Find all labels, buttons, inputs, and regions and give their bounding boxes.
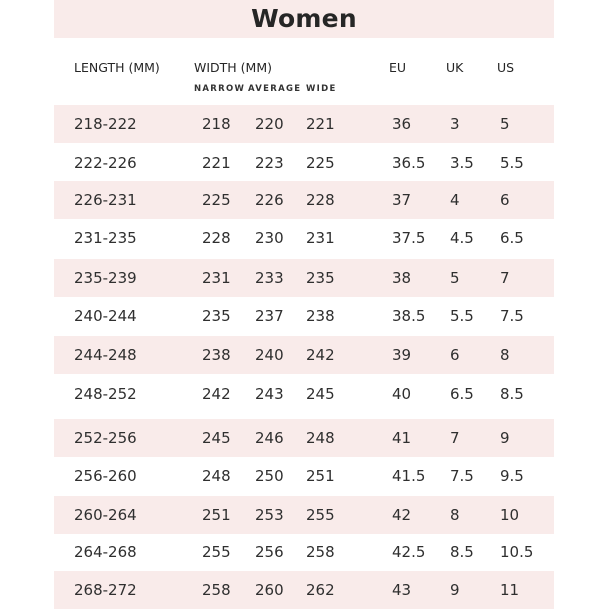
cell-average: 233: [255, 269, 284, 287]
table-row: [54, 457, 554, 495]
cell-average: 230: [255, 229, 284, 247]
cell-length: 244-248: [74, 346, 137, 364]
cell-length: 260-264: [74, 506, 137, 524]
header-us: US: [497, 60, 515, 75]
cell-average: 240: [255, 346, 284, 364]
header-uk: UK: [446, 60, 464, 75]
cell-eu: 36: [392, 115, 412, 133]
cell-uk: 5: [450, 269, 460, 287]
cell-narrow: 251: [202, 506, 231, 524]
cell-narrow: 248: [202, 467, 231, 485]
table-row: [54, 571, 554, 609]
cell-us: 5: [500, 115, 510, 133]
table-row: [54, 496, 554, 534]
cell-average: 256: [255, 543, 284, 561]
cell-us: 8: [500, 346, 510, 364]
cell-wide: 258: [306, 543, 335, 561]
cell-wide: 231: [306, 229, 335, 247]
cell-us: 7.5: [500, 307, 524, 325]
cell-wide: 248: [306, 429, 335, 447]
subheader-wide: WIDE: [306, 84, 337, 94]
cell-us: 11: [500, 581, 520, 599]
cell-length: 226-231: [74, 191, 137, 209]
cell-us: 9.5: [500, 467, 524, 485]
cell-narrow: 221: [202, 154, 231, 172]
cell-length: 240-244: [74, 307, 137, 325]
subheader-narrow: NARROW: [194, 84, 246, 94]
cell-eu: 38.5: [392, 307, 426, 325]
cell-uk: 8: [450, 506, 460, 524]
cell-wide: 255: [306, 506, 335, 524]
cell-narrow: 218: [202, 115, 231, 133]
cell-uk: 6.5: [450, 385, 474, 403]
cell-wide: 225: [306, 154, 335, 172]
cell-narrow: 228: [202, 229, 231, 247]
cell-wide: 228: [306, 191, 335, 209]
table-row: [54, 105, 554, 143]
cell-eu: 37.5: [392, 229, 426, 247]
cell-average: 260: [255, 581, 284, 599]
cell-uk: 3.5: [450, 154, 474, 172]
cell-length: 264-268: [74, 543, 137, 561]
cell-wide: 262: [306, 581, 335, 599]
cell-wide: 245: [306, 385, 335, 403]
header-eu: EU: [389, 60, 407, 75]
cell-wide: 221: [306, 115, 335, 133]
cell-narrow: 225: [202, 191, 231, 209]
cell-narrow: 242: [202, 385, 231, 403]
cell-length: 231-235: [74, 229, 137, 247]
cell-eu: 41: [392, 429, 412, 447]
table-row: [54, 297, 554, 335]
cell-average: 220: [255, 115, 284, 133]
cell-eu: 42.5: [392, 543, 426, 561]
title-bar: [54, 0, 554, 38]
cell-wide: 251: [306, 467, 335, 485]
cell-us: 7: [500, 269, 510, 287]
chart-title: Women: [251, 4, 357, 33]
cell-us: 9: [500, 429, 510, 447]
cell-length: 268-272: [74, 581, 137, 599]
cell-eu: 37: [392, 191, 412, 209]
cell-average: 237: [255, 307, 284, 325]
cell-eu: 41.5: [392, 467, 426, 485]
cell-eu: 42: [392, 506, 412, 524]
table-row: [54, 181, 554, 219]
cell-narrow: 235: [202, 307, 231, 325]
table-row: [54, 336, 554, 374]
cell-uk: 6: [450, 346, 460, 364]
table-row: [54, 419, 554, 457]
cell-average: 246: [255, 429, 284, 447]
cell-uk: 9: [450, 581, 460, 599]
cell-eu: 38: [392, 269, 412, 287]
cell-average: 243: [255, 385, 284, 403]
cell-us: 6.5: [500, 229, 524, 247]
cell-length: 222-226: [74, 154, 137, 172]
cell-us: 10: [500, 506, 520, 524]
table-row: [54, 533, 554, 571]
cell-eu: 36.5: [392, 154, 426, 172]
cell-average: 250: [255, 467, 284, 485]
cell-narrow: 255: [202, 543, 231, 561]
cell-wide: 242: [306, 346, 335, 364]
cell-narrow: 231: [202, 269, 231, 287]
cell-average: 253: [255, 506, 284, 524]
cell-narrow: 258: [202, 581, 231, 599]
size-chart: [54, 0, 554, 608]
cell-us: 8.5: [500, 385, 524, 403]
cell-uk: 3: [450, 115, 460, 133]
cell-us: 6: [500, 191, 510, 209]
cell-average: 226: [255, 191, 284, 209]
table-row: [54, 259, 554, 297]
cell-uk: 7.5: [450, 467, 474, 485]
cell-narrow: 245: [202, 429, 231, 447]
cell-us: 5.5: [500, 154, 524, 172]
cell-length: 256-260: [74, 467, 137, 485]
cell-uk: 7: [450, 429, 460, 447]
cell-length: 252-256: [74, 429, 137, 447]
subheader-average: AVERAGE: [248, 84, 302, 94]
table-row: [54, 219, 554, 257]
table-row: [54, 144, 554, 182]
cell-eu: 43: [392, 581, 412, 599]
cell-wide: 238: [306, 307, 335, 325]
cell-average: 223: [255, 154, 284, 172]
cell-eu: 40: [392, 385, 412, 403]
cell-length: 235-239: [74, 269, 137, 287]
cell-narrow: 238: [202, 346, 231, 364]
cell-length: 248-252: [74, 385, 137, 403]
cell-eu: 39: [392, 346, 412, 364]
cell-uk: 4: [450, 191, 460, 209]
cell-uk: 4.5: [450, 229, 474, 247]
cell-uk: 5.5: [450, 307, 474, 325]
cell-us: 10.5: [500, 543, 534, 561]
cell-uk: 8.5: [450, 543, 474, 561]
header-width: WIDTH (MM): [194, 60, 273, 75]
cell-length: 218-222: [74, 115, 137, 133]
table-row: [54, 375, 554, 413]
cell-wide: 235: [306, 269, 335, 287]
header-length: LENGTH (MM): [74, 60, 160, 75]
